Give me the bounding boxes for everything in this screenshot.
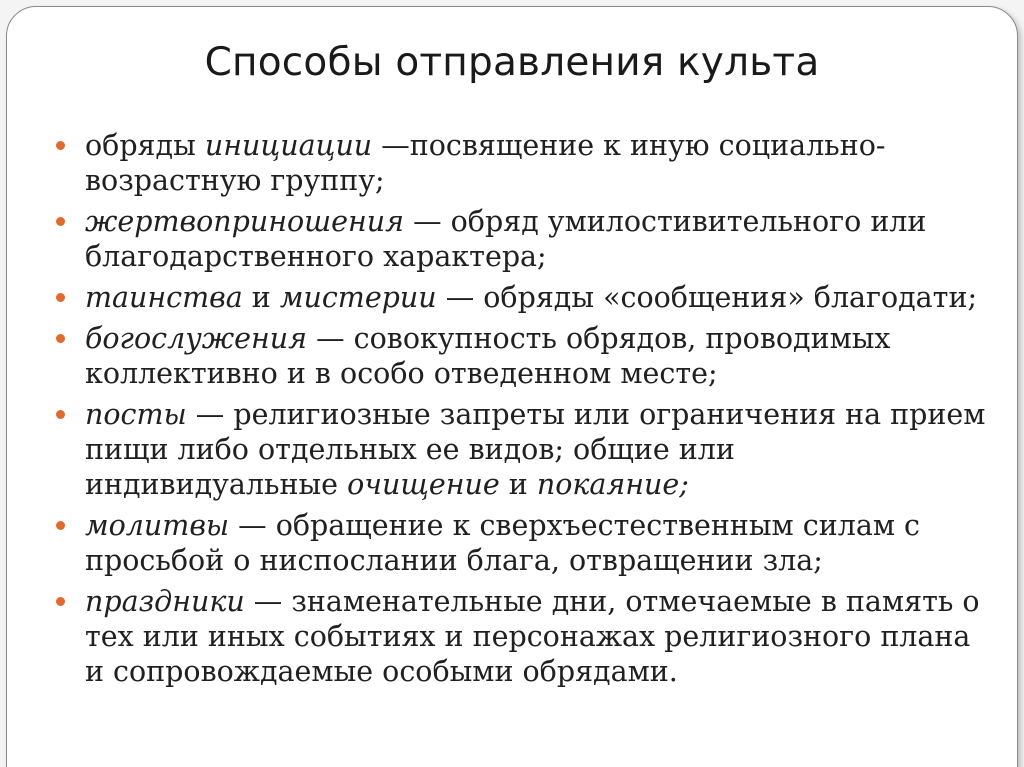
list-item — [56, 204, 991, 274]
bullet-dot-icon — [56, 334, 65, 343]
text-run: — обращение к сверхъестественным силам с просьбой о ниспослании блага, отвращении зла; — [85, 509, 921, 577]
bullet-list — [56, 128, 991, 695]
italic-term: инициации — [204, 129, 373, 162]
italic-term: таинства — [85, 281, 243, 314]
list-item-text — [85, 322, 891, 390]
bullet-dot-icon — [56, 293, 65, 302]
list-item — [56, 128, 991, 198]
italic-term: посты — [85, 398, 187, 431]
bullet-dot-icon — [56, 217, 65, 226]
text-run: —посвящение к иную социально-возрастную группу; — [85, 129, 886, 197]
list-item-text — [85, 585, 980, 688]
list-item-text — [85, 398, 985, 501]
italic-term: богослужения — [85, 322, 308, 355]
list-item — [56, 508, 991, 578]
text-run: и — [499, 468, 537, 501]
bullet-dot-icon — [56, 141, 65, 150]
list-item — [56, 397, 991, 502]
text-run: обряды — [85, 129, 205, 162]
list-item-text — [85, 205, 926, 273]
list-item — [56, 280, 991, 315]
text-run: — религиозные запреты или ограничения на прием пищи либо отдельных ее видов; общие или индивидуальные — [85, 398, 986, 501]
italic-term: жертвоприношения — [85, 205, 405, 238]
text-run: — знаменательные дни, отмечаемые в память о тех или иных событиях и персонажах религиозного плана и сопровождаемые особыми обрядами. — [85, 585, 980, 688]
bullet-dot-icon — [56, 410, 65, 419]
list-item-text — [85, 281, 977, 314]
bullet-dot-icon — [56, 597, 65, 606]
italic-term: мистерии — [279, 281, 437, 314]
italic-term: покаяние; — [536, 468, 689, 501]
italic-term: молитвы — [85, 509, 230, 542]
italic-term: праздники — [85, 585, 245, 618]
bullet-dot-icon — [56, 521, 65, 530]
text-run: — обряды «сообщения» благодати; — [436, 281, 978, 314]
slide-title: Способы отправления культа — [204, 40, 820, 85]
list-item-text — [85, 129, 885, 197]
list-item-text — [85, 509, 920, 577]
list-item — [56, 321, 991, 391]
text-run: — обряд умилостивительного или благодарственного характера; — [85, 205, 927, 273]
text-run: и — [242, 281, 280, 314]
list-item — [56, 584, 991, 689]
text-run: — совокупность обрядов, проводимых коллективно и в особо отведенном месте; — [85, 322, 891, 390]
italic-term: очищение — [347, 468, 500, 501]
